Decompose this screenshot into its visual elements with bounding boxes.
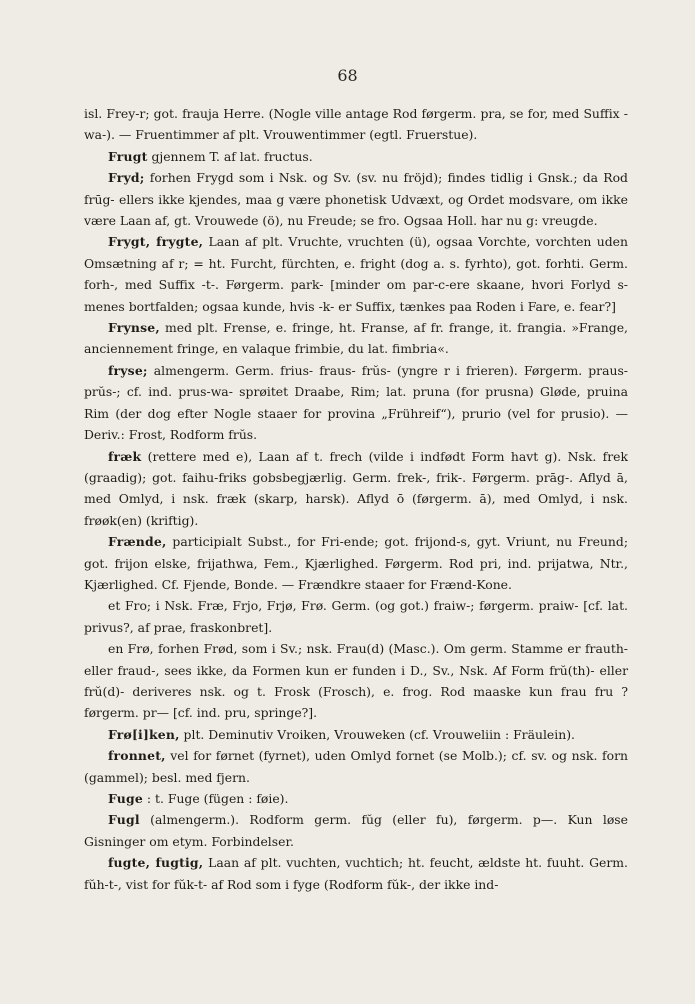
- entry-headword: Frugt: [108, 148, 148, 164]
- entry-text: almengerm. Germ. frius- fraus- frŭs- (yngre r i frieren). Førgerm. praus- prŭs-; cf. ind. prus-wa- sprøitet Draabe, Rim; lat. pruna (for prusna) Gløde, pruina Rim (der dog efter Nogle staaer for provina „Frühreif“), prurio (vel for prusio). — Deriv.: Frost, Rodform frŭs.: [84, 362, 628, 443]
- entry-fraende: [84, 531, 628, 595]
- entry-text: forhen Frygd som i Nsk. og Sv. (sv. nu fröjd); findes tidlig i Gnsk.; da Rod frūg- ellers ikke kjendes, maa g være phonetisk Udvæxt, og Ordet modsvare, om ikke være Laan af, gt. Vrouwede (ö), nu Freude; se fro. Ogsaa Holl. har nu g: vreugde.: [84, 170, 628, 229]
- entry-fryd: [84, 167, 628, 231]
- page-number: 68: [337, 66, 358, 85]
- entry-fro-frog: [84, 638, 628, 724]
- entry-headword: Frygt, frygte,: [108, 234, 204, 250]
- entry-fugte: [84, 852, 628, 895]
- entry-text: gjennem T. af lat. fructus.: [147, 148, 313, 164]
- entry-headword: Fuge: [108, 791, 143, 806]
- entry-fryse: [84, 360, 628, 446]
- entry-headword: Frænde,: [108, 534, 167, 550]
- entry-headword: Fugl: [108, 812, 140, 828]
- entry-continuation: [84, 103, 628, 146]
- entry-headword: fryse;: [108, 362, 148, 378]
- entry-headword: fræk: [108, 448, 142, 464]
- entry-fuge: [84, 788, 628, 809]
- entry-text: vel for førnet (fyrnet), uden Omlyd fornet (se Molb.); cf. sv. og nsk. forn (gammel); besl. med fjern.: [84, 748, 628, 785]
- entry-text: en Frø, forhen Frød, som i Sv.; nsk. Frau(d) (Masc.). Om germ. Stamme er frauth- eller fraud-, sees ikke, da Formen kun er funden i D., Sv., Nsk. Af Form frŭ(th)- eller frŭ(d)- deriveres nsk. og t. Frosk (Frosch), e. frog. Rod maaske kun frau fru ? førgerm. pr— [cf. ind. pru, springe?].: [84, 641, 628, 721]
- entry-headword: Frø[i]ken,: [108, 726, 180, 742]
- entry-fro-seed: [84, 595, 628, 638]
- entry-text: (rettere med e), Laan af t. frech (vilde i indfødt Form havt g). Nsk. frek (graadig); got. faihu-friks gobsbegjærlig. Germ. frek-, frik-. Førgerm. prāg-. Aflyd ā, med Omlyd, i nsk. fræk (skarp, harsk). Aflyd ō (førgerm. ā), med Omlyd, i nsk. frøøk(en) (kriftig).: [84, 448, 628, 528]
- entry-fugl: [84, 809, 628, 852]
- entry-headword: fronnet,: [108, 748, 166, 764]
- entry-text: med plt. Frense, e. fringe, ht. Franse, af fr. frange, it. frangia. »Frange, anciennement fringe, en valaque frimbie, du lat. fimbria«.: [84, 320, 628, 357]
- entry-text: plt. Deminutiv Vroiken, Vrouweken (cf. Vrouweliin : Fräulein).: [179, 726, 575, 742]
- entry-frynse: [84, 317, 628, 360]
- entry-froiken: [84, 724, 628, 745]
- entry-text: : t. Fuge (fügen : føie).: [142, 791, 289, 806]
- entry-frugt: [84, 146, 628, 167]
- entry-headword: Fryd;: [108, 170, 145, 186]
- entry-text: et Fro; i Nsk. Fræ, Frjo, Frjø, Frø. Germ. (og got.) fraiw-; førgerm. praiw- [cf. lat. privus?, af prae, fraskonbret].: [84, 598, 628, 635]
- entry-fronnet: [84, 745, 628, 788]
- entry-text: Laan af plt. Vruchte, vruchten (ü), ogsaa Vorchte, vorchten uden Omsætning af r; = ht. Furcht, fürchten, e. fright (dog a. s. fyrhto), got. forhti. Germ. forh-, med Suffix -t-. Førgerm. park- [minder om par-c-ere skaane, hvori Forlyd s- menes bortfalden; ogsaa kunde, hvis -k- er Suffix, tænkes paa Roden i Fare, e. fear?]: [84, 234, 628, 314]
- entry-headword: Frynse,: [108, 320, 160, 336]
- entry-text: isl. Frey-r; got. frauja Herre. (Nogle ville antage Rod førgerm. pra, se for, med Suffix -wa-). — Fruentimmer af plt. Vrouwentimmer (egtl. Fruerstue).: [84, 106, 628, 143]
- entry-headword: fugte, fugtig,: [108, 855, 204, 871]
- entry-text: Laan af plt. vuchten, vuchtich; ht. feucht, ældste ht. fuuht. Germ. fŭh-t-, vist for fŭk-t- af Rod som i fyge (Rodform fŭk-, der ikke ind-: [84, 855, 628, 892]
- entry-text: participialt Subst., for Fri-ende; got. frijond-s, gyt. Vriunt, nu Freund; got. frijon elske, frijathwa, Fem., Kjærlighed. Førgerm. Rod pri, ind. prijatwa, Ntr., Kjærlighed. Cf. Fjende, Bonde. — Frændkre staaer for Frænd-Kone.: [84, 534, 628, 592]
- entry-fraek: [84, 446, 628, 532]
- entry-frygt: [84, 231, 628, 317]
- dictionary-text: [84, 103, 628, 895]
- entry-text: (almengerm.). Rodform germ. fŭg (eller fu), førgerm. p—. Kun løse Gisninger om etym. Forbindelser.: [84, 812, 628, 849]
